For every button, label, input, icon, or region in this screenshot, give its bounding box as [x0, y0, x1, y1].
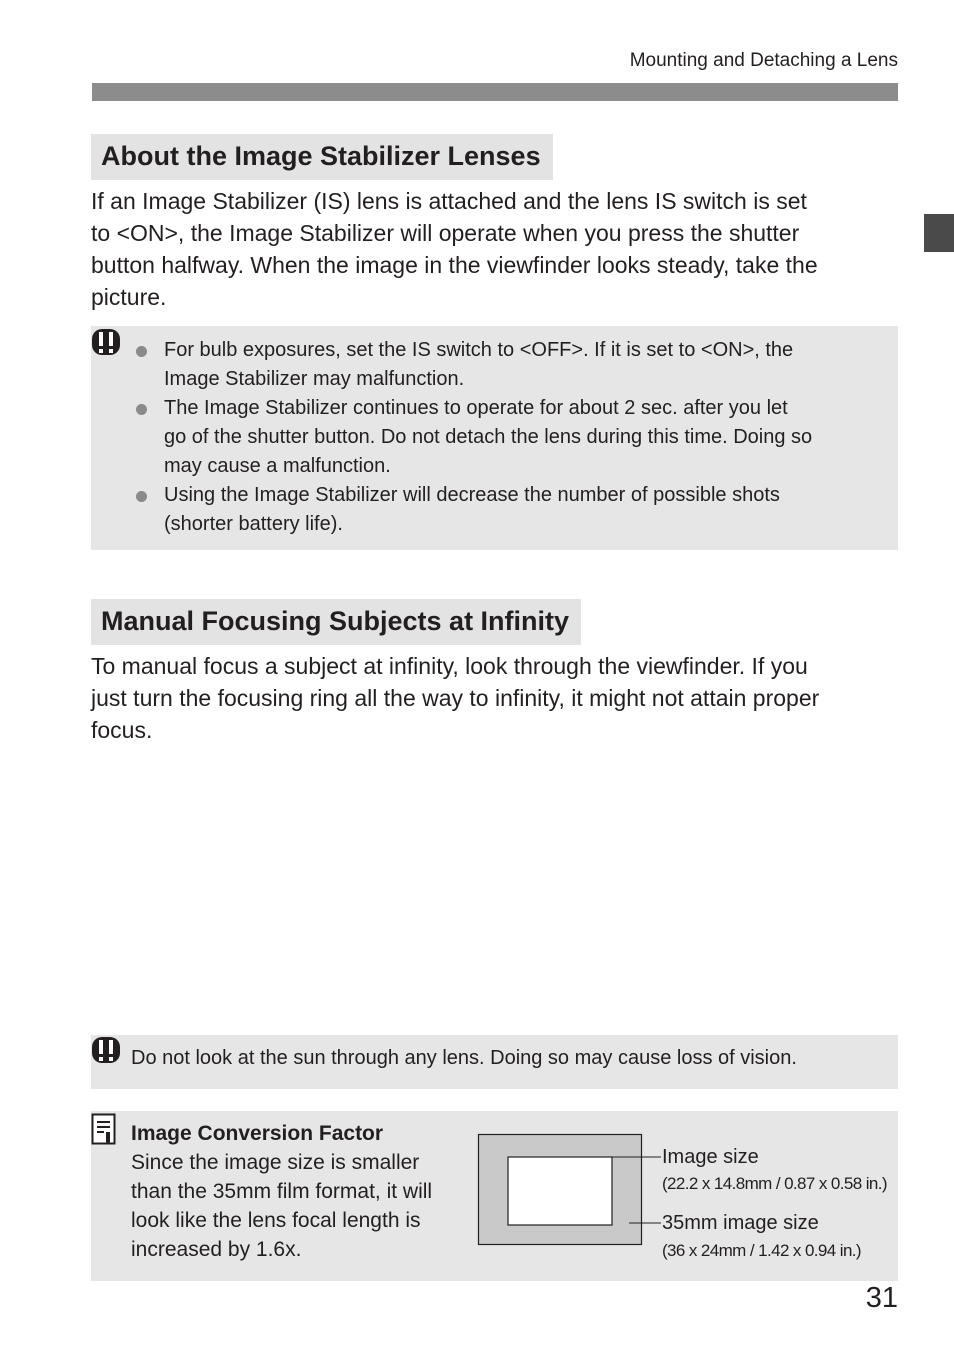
item-line: For bulb exposures, set the IS switch to <OFF>. If it is set to <ON>, the	[164, 339, 794, 361]
item-line: may cause a malfunction.	[164, 455, 391, 477]
page-number: 31	[865, 1282, 898, 1314]
item-line: The Image Stabilizer continues to operate for about 2 sec. after you let	[164, 397, 788, 419]
paragraph-line: to <ON>, the Image Stabilizer will operate when you press the shutter	[91, 220, 800, 246]
sensor-size-diagram	[477, 1133, 667, 1248]
film-size-label: 35mm image size	[662, 1212, 819, 1234]
tip-box	[91, 1111, 898, 1281]
stabilizer-paragraph	[91, 185, 901, 313]
paragraph-line: button halfway. When the image in the viewfinder looks steady, take the	[91, 252, 818, 278]
section-heading-stabilizer: About the Image Stabilizer Lenses	[91, 134, 553, 180]
item-line: (shorter battery life).	[164, 513, 343, 535]
item-line: Image Stabilizer may malfunction.	[164, 368, 465, 390]
tip-line: increased by 1.6x.	[131, 1238, 302, 1261]
memo-icon	[91, 1113, 117, 1146]
sensor-frame-rect	[508, 1157, 612, 1225]
caution-text: Do not look at the sun through any lens. Doing so may cause loss of vision.	[131, 1047, 797, 1069]
caution-box	[91, 326, 898, 550]
caution-box	[91, 1035, 898, 1089]
item-line: Using the Image Stabilizer will decrease the number of possible shots	[164, 484, 780, 506]
tip-line: Since the image size is smaller	[131, 1151, 420, 1174]
bullet-icon	[136, 491, 147, 502]
caution-list	[91, 336, 898, 539]
section-heading-infinity: Manual Focusing Subjects at Infinity	[91, 599, 581, 645]
paragraph-line: picture.	[91, 284, 167, 310]
bullet-icon	[136, 404, 147, 415]
list-item	[91, 481, 898, 539]
paragraph-line: If an Image Stabilizer (IS) lens is attached and the lens IS switch is set	[91, 188, 807, 214]
paragraph-line: focus.	[91, 717, 153, 743]
image-size-label: Image size	[662, 1146, 759, 1168]
paragraph-line: just turn the focusing ring all the way to infinity, it might not attain proper	[91, 685, 820, 711]
paragraph-line: To manual focus a subject at infinity, look through the viewfinder. If you	[91, 653, 808, 679]
tip-line: than the 35mm film format, it will	[131, 1180, 433, 1203]
tip-title: Image Conversion Factor	[131, 1122, 384, 1145]
infinity-paragraph	[91, 650, 901, 746]
list-item	[91, 336, 898, 394]
bullet-icon	[136, 346, 147, 357]
list-item	[91, 394, 898, 481]
chapter-tab	[924, 214, 954, 252]
header-bar	[92, 83, 898, 101]
caution-icon	[91, 1036, 121, 1064]
running-header: Mounting and Detaching a Lens	[629, 50, 898, 71]
image-size-detail: (22.2 x 14.8mm / 0.87 x 0.58 in.)	[662, 1174, 887, 1193]
item-line: go of the shutter button. Do not detach the lens during this time. Doing so	[164, 426, 813, 448]
film-size-detail: (36 x 24mm / 1.42 x 0.94 in.)	[662, 1241, 861, 1260]
tip-line: look like the lens focal length is	[131, 1209, 421, 1232]
tip-content	[131, 1119, 471, 1264]
